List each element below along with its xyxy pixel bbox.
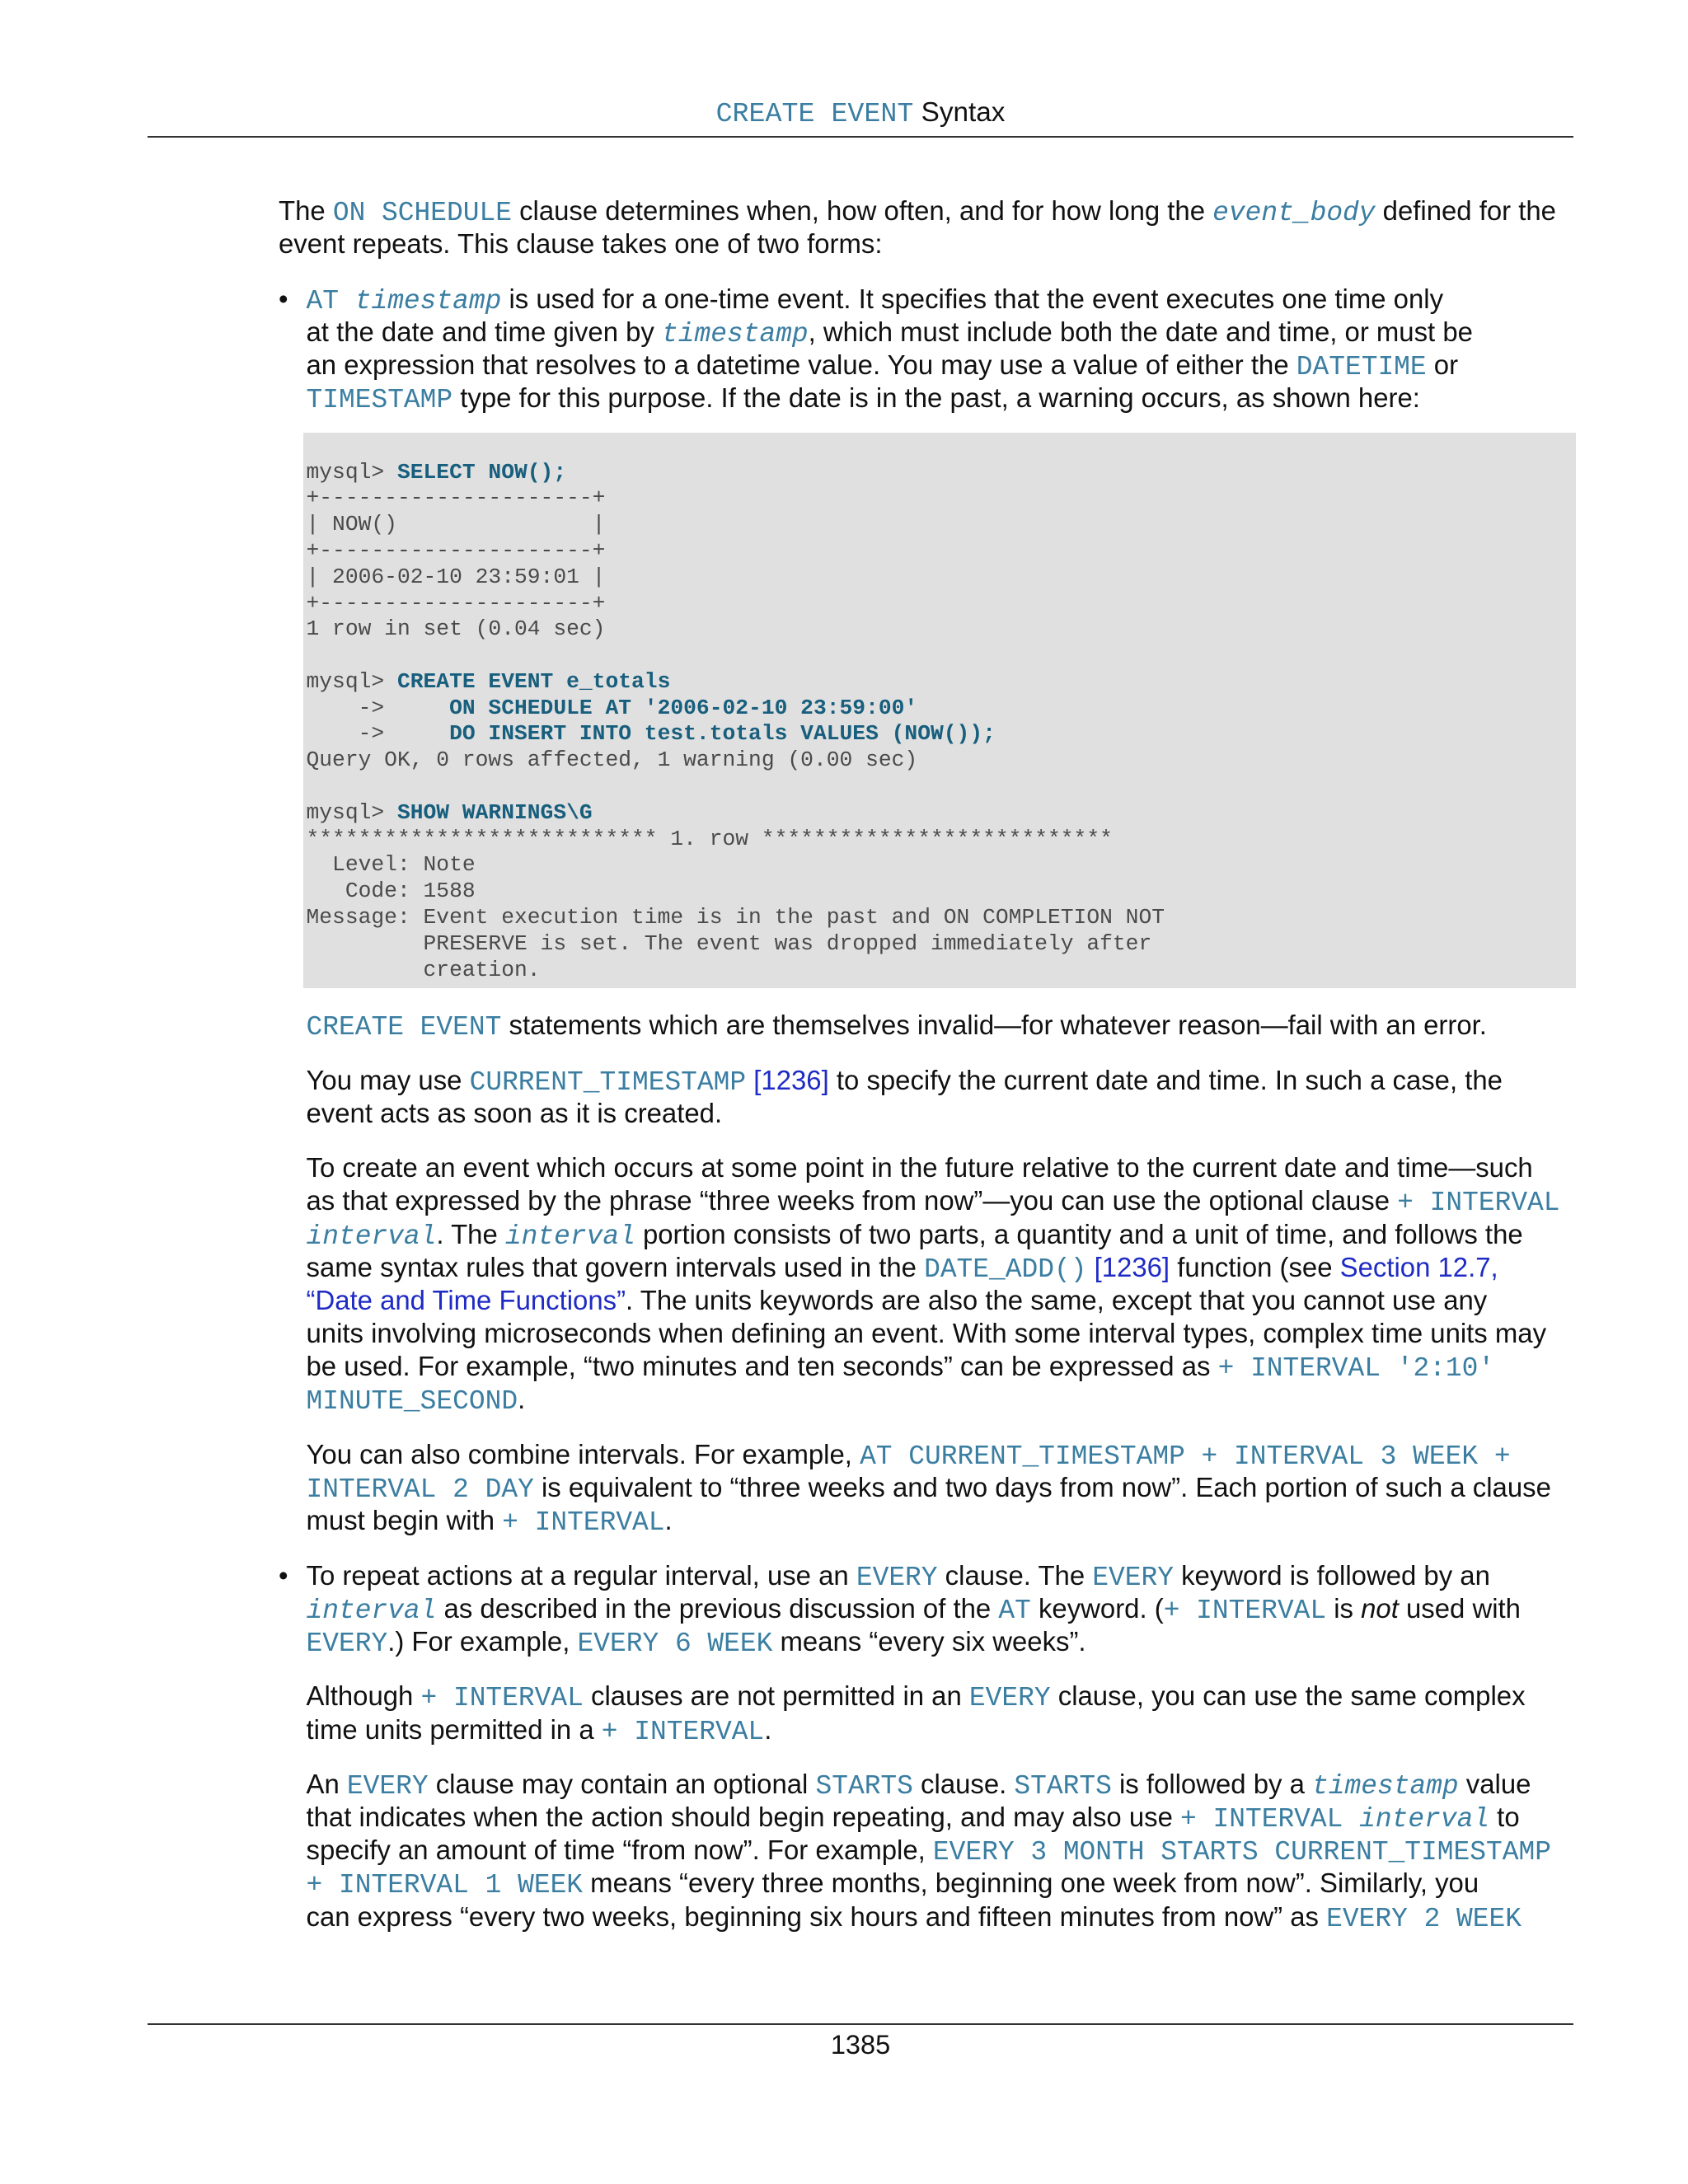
console-prompt: -> — [306, 721, 450, 747]
text-line — [307, 1834, 1574, 1867]
code-placeholder: timestamp — [662, 318, 809, 349]
console-input: CREATE EVENT e_totals — [396, 668, 671, 694]
console-output: creation. — [306, 957, 541, 982]
inline-code: STARTS — [1014, 1771, 1112, 1802]
text-run: is equivalent to “three weeks and two days from now”. Each portion of such a clause — [533, 1471, 1551, 1502]
code-line — [307, 721, 1577, 748]
cross-reference-link[interactable]: “Date and Time Functions” — [306, 1284, 626, 1315]
inline-code: AT — [998, 1595, 1031, 1626]
code-line — [307, 591, 1577, 617]
text-line — [307, 1383, 1574, 1416]
text-run: type for this purpose. If the date is in the past, a warning occurs, as shown here: — [452, 382, 1420, 414]
code-line — [307, 460, 1577, 486]
text-line — [307, 1900, 1574, 1933]
text-line — [307, 283, 1574, 316]
text-run: portion consists of two parts, a quantity and a unit of time, and follows the — [635, 1218, 1523, 1249]
text-run: be used. For example, “two minutes and ten seconds” can be expressed as — [306, 1351, 1218, 1382]
code-line — [307, 485, 1577, 512]
inline-code: EVERY — [968, 1683, 1051, 1714]
paragraph — [307, 1768, 1574, 1933]
text-line — [307, 1867, 1574, 1900]
text-run: event acts as soon as it is created. — [306, 1097, 723, 1128]
page-number: 1385 — [830, 2030, 891, 2060]
inline-code: + INTERVAL — [1397, 1188, 1560, 1219]
text-line — [307, 1350, 1574, 1383]
console-prompt: mysql> — [306, 668, 397, 694]
code-placeholder: timestamp — [354, 285, 502, 316]
text-run: . The units keywords are also the same, except that you cannot use any — [626, 1284, 1488, 1315]
console-output: +---------------------+ — [306, 537, 606, 563]
text-line — [307, 1284, 1574, 1317]
console-output: +---------------------+ — [306, 485, 606, 511]
inline-code: AT CURRENT_TIMESTAMP + INTERVAL 3 WEEK + — [860, 1441, 1511, 1472]
text-run: statements which are themselves invalid—for whatever reason—fail with an error. — [501, 1010, 1487, 1041]
paragraph — [307, 1559, 1574, 1658]
text-line — [307, 1151, 1574, 1184]
console-input: SELECT NOW(); — [396, 459, 567, 485]
text-line — [307, 1184, 1574, 1217]
code-line — [307, 905, 1577, 931]
code-placeholder: interval — [306, 1221, 437, 1252]
bullet-content — [307, 1559, 1574, 1933]
text-line — [307, 1680, 1574, 1713]
console-output: Query OK, 0 rows affected, 1 warning (0.00 sec) — [306, 748, 918, 773]
text-line — [307, 1559, 1574, 1592]
text-run: can express “every two weeks, beginning six hours and fifteen minutes from now” as — [306, 1900, 1327, 1932]
text-run: The — [279, 195, 333, 226]
inline-code: DATETIME — [1296, 351, 1427, 382]
emphasis: not — [1361, 1592, 1399, 1624]
text-run: clause. The — [937, 1559, 1093, 1591]
code-line — [307, 827, 1577, 853]
console-prompt: mysql> — [306, 459, 397, 485]
text-run: clause may contain an optional — [428, 1769, 816, 1800]
text-run: used with — [1398, 1592, 1521, 1624]
text-run: must begin with — [306, 1505, 503, 1536]
paragraph — [307, 1151, 1574, 1416]
paragraph — [307, 1009, 1574, 1042]
text-run: is followed by a — [1111, 1769, 1313, 1800]
paragraph — [307, 1680, 1574, 1746]
inline-code: EVERY 3 MONTH STARTS CURRENT_TIMESTAMP — [932, 1837, 1551, 1868]
inline-code: EVERY 2 WEEK — [1326, 1903, 1522, 1934]
bullet-content — [307, 283, 1574, 1538]
text-run: .) For example, — [387, 1625, 578, 1657]
text-line — [307, 1064, 1574, 1097]
code-line — [307, 852, 1577, 879]
console-prompt: mysql> — [306, 799, 397, 825]
text-run: event repeats. This clause takes one of two forms: — [279, 228, 883, 260]
text-run: To repeat actions at a regular interval, use an — [306, 1559, 856, 1591]
text-line — [307, 1218, 1574, 1251]
inline-code: + INTERVAL — [1163, 1595, 1327, 1626]
text-line — [279, 194, 1573, 227]
inline-code: AT — [306, 285, 355, 316]
text-run: that indicates when the action should begin repeating, and may also use — [306, 1802, 1181, 1833]
text-run: an expression that resolves to a datetime value. You may use a value of either the — [306, 349, 1296, 380]
running-header — [148, 96, 1573, 129]
text-run: same syntax rules that govern intervals used in the — [306, 1251, 925, 1282]
text-run: means “every six weeks”. — [772, 1625, 1086, 1657]
inline-code: STARTS — [815, 1771, 913, 1802]
text-line — [307, 1317, 1574, 1350]
text-run: as that expressed by the phrase “three weeks from now”—you can use the optional clause — [306, 1185, 1398, 1216]
text-line — [307, 1801, 1574, 1834]
text-run — [746, 1065, 753, 1095]
inline-code: DATE_ADD() — [924, 1254, 1087, 1285]
inline-code: + INTERVAL '2:10' — [1217, 1353, 1495, 1385]
cross-reference-link[interactable]: [1236] — [1094, 1251, 1170, 1282]
text-run: , which must include both the date and time, or must be — [808, 316, 1473, 347]
text-run: defined for the — [1375, 195, 1556, 226]
code-line — [307, 800, 1577, 827]
console-prompt: -> — [306, 695, 450, 720]
code-line — [307, 931, 1577, 958]
text-line — [307, 349, 1574, 382]
console-output: Message: Event execution time is in the past and ON COMPLETION NOT — [306, 905, 1165, 930]
text-run: . — [518, 1384, 526, 1415]
paragraph — [307, 1438, 1574, 1537]
text-line — [307, 1438, 1574, 1471]
text-run: clause determines when, how often, and for how long the — [511, 195, 1213, 226]
code-line — [307, 958, 1577, 984]
code-line — [307, 879, 1577, 905]
inline-code: EVERY 6 WEEK — [577, 1628, 773, 1659]
console-output: Code: 1588 — [306, 879, 476, 904]
text-run — [1086, 1252, 1094, 1282]
inline-code: INTERVAL 2 DAY — [306, 1474, 534, 1505]
inline-code: EVERY — [346, 1771, 429, 1802]
inline-code: + INTERVAL 1 WEEK — [306, 1870, 584, 1901]
text-line — [307, 1471, 1574, 1504]
text-run: keyword is followed by an — [1173, 1559, 1490, 1591]
paragraph — [279, 194, 1573, 260]
text-run: clause. — [912, 1769, 1015, 1800]
text-line — [307, 1251, 1574, 1284]
console-output: +---------------------+ — [306, 590, 606, 616]
console-output: | 2006-02-10 23:59:01 | — [306, 564, 606, 589]
header-rule — [148, 136, 1573, 138]
paragraph — [307, 1064, 1574, 1130]
code-placeholder: interval — [1359, 1804, 1490, 1835]
header-code: CREATE EVENT — [715, 98, 914, 129]
text-run: specify an amount of time “from now”. For example, — [306, 1835, 933, 1866]
text-run: value — [1458, 1769, 1531, 1800]
console-output: *************************** 1. row *************************** — [306, 826, 1113, 851]
text-line — [307, 1768, 1574, 1801]
code-line — [307, 669, 1577, 696]
footer-rule — [148, 2023, 1573, 2025]
page-body — [279, 194, 1573, 1933]
code-line — [307, 565, 1577, 591]
text-line — [307, 1097, 1574, 1130]
bullet-list-item — [279, 1559, 1573, 1933]
text-run: to specify the current date and time. In such a case, the — [828, 1064, 1503, 1095]
console-input: ON SCHEDULE AT '2006-02-10 23:59:00' — [449, 695, 918, 720]
console-input: SHOW WARNINGS\G — [396, 799, 593, 825]
code-line — [307, 774, 1577, 800]
text-line — [307, 382, 1574, 415]
text-line — [307, 1625, 1574, 1658]
inline-code: CURRENT_TIMESTAMP — [469, 1066, 747, 1098]
code-block — [303, 433, 1576, 988]
inline-code: EVERY — [306, 1628, 388, 1659]
header-title: Syntax — [913, 97, 1006, 128]
inline-code: MINUTE_SECOND — [306, 1386, 518, 1418]
text-run: An — [306, 1769, 347, 1800]
inline-code: + INTERVAL — [1180, 1804, 1360, 1835]
inline-code: TIMESTAMP — [306, 385, 453, 416]
bullet-marker: • — [279, 1559, 288, 1591]
text-line — [279, 227, 1573, 260]
code-line — [307, 643, 1577, 669]
text-run: is used for a one-time event. It specifies that the event executes one time only — [501, 283, 1444, 314]
code-line — [307, 748, 1577, 774]
code-line — [307, 616, 1577, 643]
text-run: units involving microseconds when defining an event. With some interval types, complex time units may — [306, 1317, 1547, 1348]
text-run: or — [1426, 349, 1459, 380]
text-run: means “every three months, beginning one week from now”. Similarly, you — [583, 1868, 1479, 1899]
inline-code: EVERY — [1092, 1562, 1174, 1593]
text-run: clauses are not permitted in an — [583, 1680, 969, 1712]
text-line — [307, 1504, 1574, 1537]
text-line — [307, 316, 1574, 349]
text-run: to — [1489, 1802, 1520, 1833]
inline-code: CREATE EVENT — [306, 1012, 502, 1043]
text-run: clause, you can use the same complex — [1050, 1680, 1526, 1712]
console-output: 1 row in set (0.04 sec) — [306, 616, 606, 642]
console-output: Level: Note — [306, 852, 476, 878]
text-run: You may use — [306, 1064, 470, 1095]
cross-reference-link[interactable]: [1236] — [753, 1064, 829, 1095]
inline-code: + INTERVAL — [502, 1507, 665, 1539]
code-line — [307, 512, 1577, 538]
text-run: at the date and time given by — [306, 316, 663, 347]
inline-code: + INTERVAL — [420, 1683, 584, 1714]
text-run: is — [1326, 1592, 1362, 1624]
paragraph — [307, 283, 1574, 415]
bullet-marker: • — [279, 283, 288, 314]
inline-code: EVERY — [856, 1562, 938, 1593]
code-line — [307, 696, 1577, 722]
console-input: DO INSERT INTO test.totals VALUES (NOW()); — [449, 721, 996, 747]
text-run: . — [764, 1713, 772, 1745]
text-line — [307, 1713, 1574, 1746]
code-line — [307, 538, 1577, 565]
text-run: . — [664, 1505, 673, 1536]
text-line — [307, 1009, 1574, 1042]
code-placeholder: timestamp — [1312, 1771, 1459, 1802]
code-placeholder: interval — [504, 1221, 635, 1252]
text-run: Although — [306, 1680, 421, 1712]
inline-code: ON SCHEDULE — [332, 198, 512, 228]
inline-code: + INTERVAL — [601, 1716, 765, 1747]
text-run: keyword. ( — [1030, 1592, 1164, 1624]
console-output: PRESERVE is set. The event was dropped immediately after — [306, 930, 1152, 956]
cross-reference-link[interactable]: Section 12.7, — [1339, 1251, 1498, 1282]
text-run: function (see — [1170, 1251, 1340, 1282]
text-run: . The — [436, 1218, 505, 1249]
code-placeholder: event_body — [1212, 198, 1376, 228]
text-run: as described in the previous discussion of the — [436, 1592, 999, 1624]
bullet-list-item — [279, 283, 1573, 1538]
text-run: time units permitted in a — [306, 1713, 602, 1745]
text-run: To create an event which occurs at some point in the future relative to the current date and time—such — [306, 1152, 1533, 1183]
code-placeholder: interval — [306, 1595, 437, 1626]
console-output: | NOW() | — [306, 512, 606, 537]
text-line — [307, 1592, 1574, 1625]
text-run: You can also combine intervals. For example, — [306, 1438, 860, 1469]
